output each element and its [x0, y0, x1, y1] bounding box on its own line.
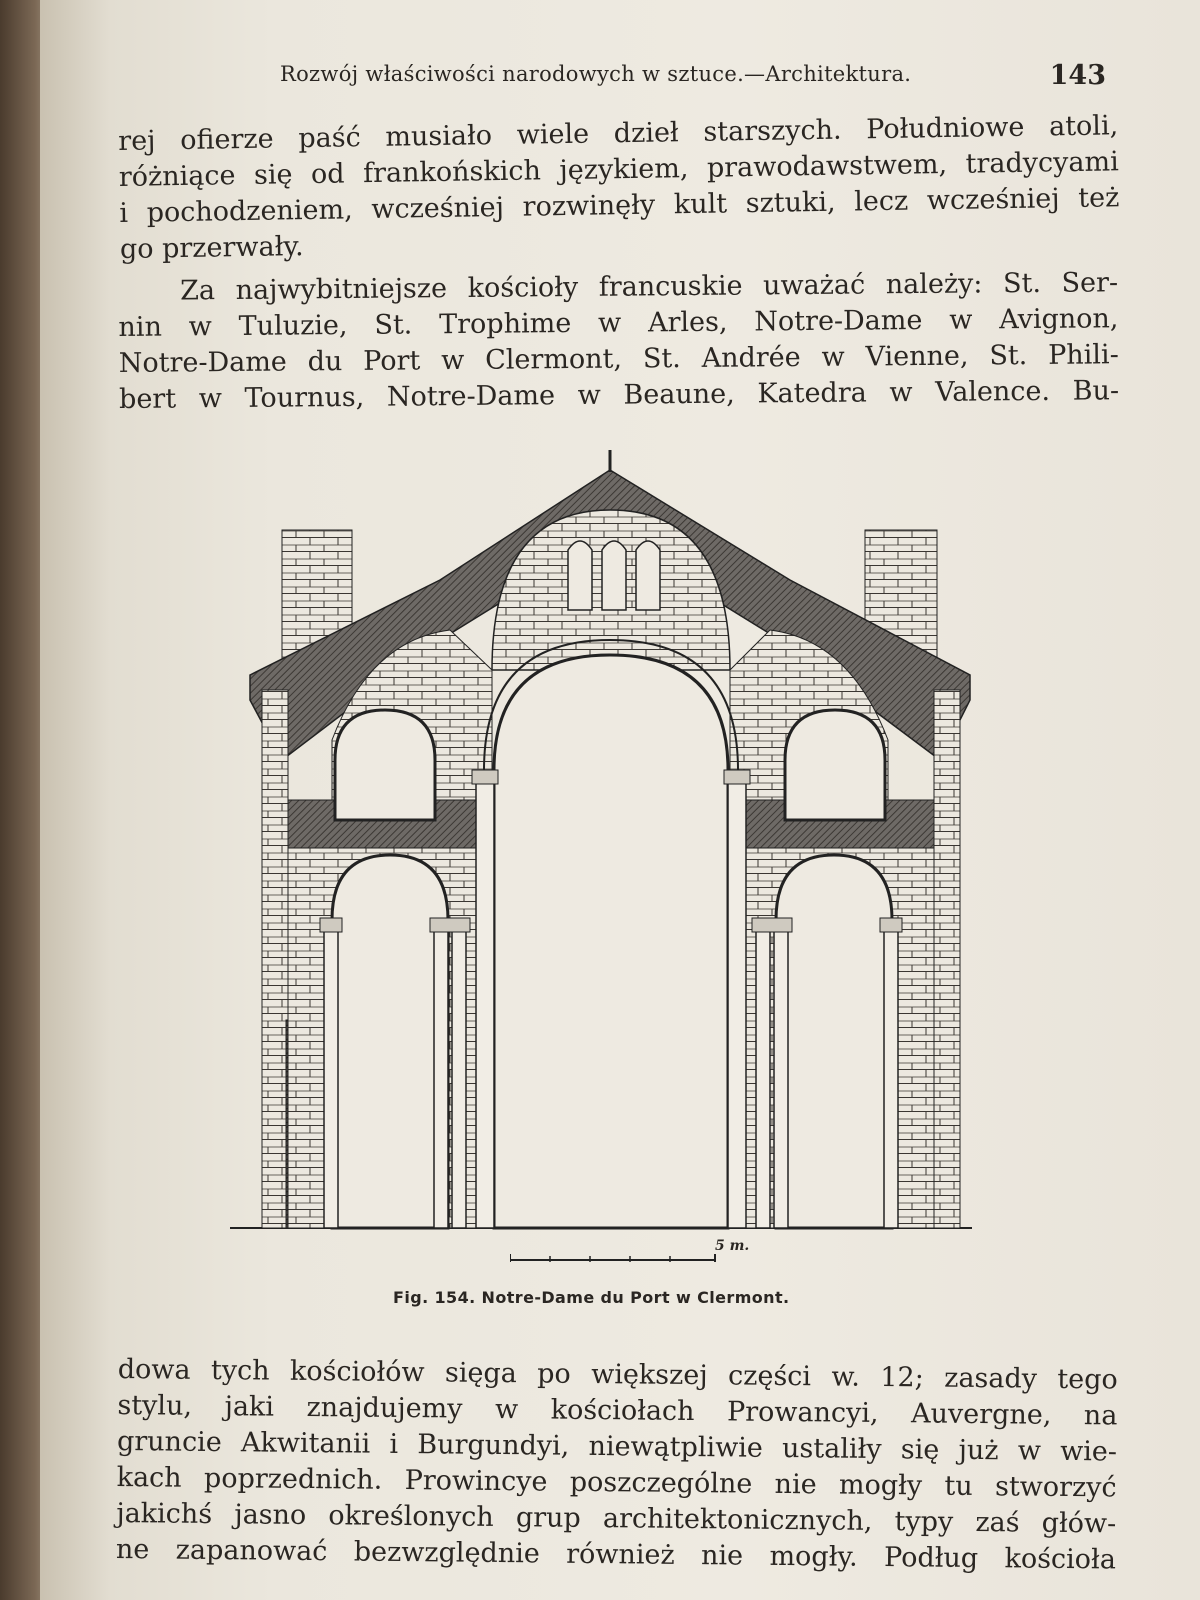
- text-line: Notre-Dame du Port w Clermont, St. Andrée w Vienne, St. Phili-: [118, 339, 1119, 379]
- text-line: nin w Tuluzie, St. Trophime w Arles, Notre-Dame w Avignon,: [118, 303, 1119, 343]
- text-line: ne zapanować bezwzględnie również nie mogły. Podług kościoła: [115, 1533, 1117, 1576]
- upper-arch-right: [785, 710, 885, 820]
- paragraph-3: [116, 1352, 1118, 1578]
- upper-arch-left: [335, 710, 435, 820]
- text-line: różniące się od frankońskich językiem, prawodawstwem, tradycyami: [118, 146, 1119, 193]
- page-number: 143: [1049, 60, 1106, 91]
- text-line: jakichś jasno określonych grup architektonicznych, typy zaś głów-: [116, 1497, 1117, 1540]
- text-line: Za najwybitniejsze kościoły francuskie uważać należy: St. Ser-: [180, 267, 1119, 307]
- figure-caption: Fig. 154. Notre-Dame du Port w Clermont.: [393, 1288, 790, 1307]
- scale-label: 5 m.: [715, 1238, 750, 1254]
- text-line: bert w Tournus, Notre-Dame w Beaune, Katedra w Valence. Bu-: [118, 375, 1120, 415]
- paragraph-2: [118, 265, 1119, 418]
- text-line: i pochodzeniem, wcześniej rozwinęły kult sztuki, lecz wcześniej też: [119, 182, 1120, 229]
- paragraph-1: [118, 108, 1120, 268]
- text-line: dowa tych kościołów sięga po większej części w. 12; zasady tego: [117, 1353, 1118, 1396]
- nave-arch: [494, 655, 728, 1228]
- lower-arch-left: [332, 855, 448, 1228]
- outer-wall-left: [262, 690, 288, 1228]
- outer-wall-right: [934, 690, 960, 1228]
- text-line: kach poprzednich. Prowincye poszczególne nie mogły tu stworzyć: [116, 1461, 1117, 1504]
- lower-arch-right: [776, 855, 892, 1228]
- text-line: rej ofierze paść musiało wiele dzieł starszych. Południowe atoli,: [118, 110, 1119, 157]
- clerestory-windows: [568, 541, 660, 610]
- text-line: gruncie Akwitanii i Burgundyi, niewątpliwie ustaliły się już w wie-: [116, 1425, 1118, 1468]
- page-header: [280, 62, 1110, 98]
- running-head: Rozwój właściwości narodowych w sztuce.—Architektura.: [280, 62, 912, 86]
- church-section-illustration: [220, 440, 990, 1270]
- text-line: go przerwały.: [119, 231, 304, 265]
- text-line: stylu, jaki znajdujemy w kościołach Prowancyi, Auvergne, na: [117, 1389, 1118, 1432]
